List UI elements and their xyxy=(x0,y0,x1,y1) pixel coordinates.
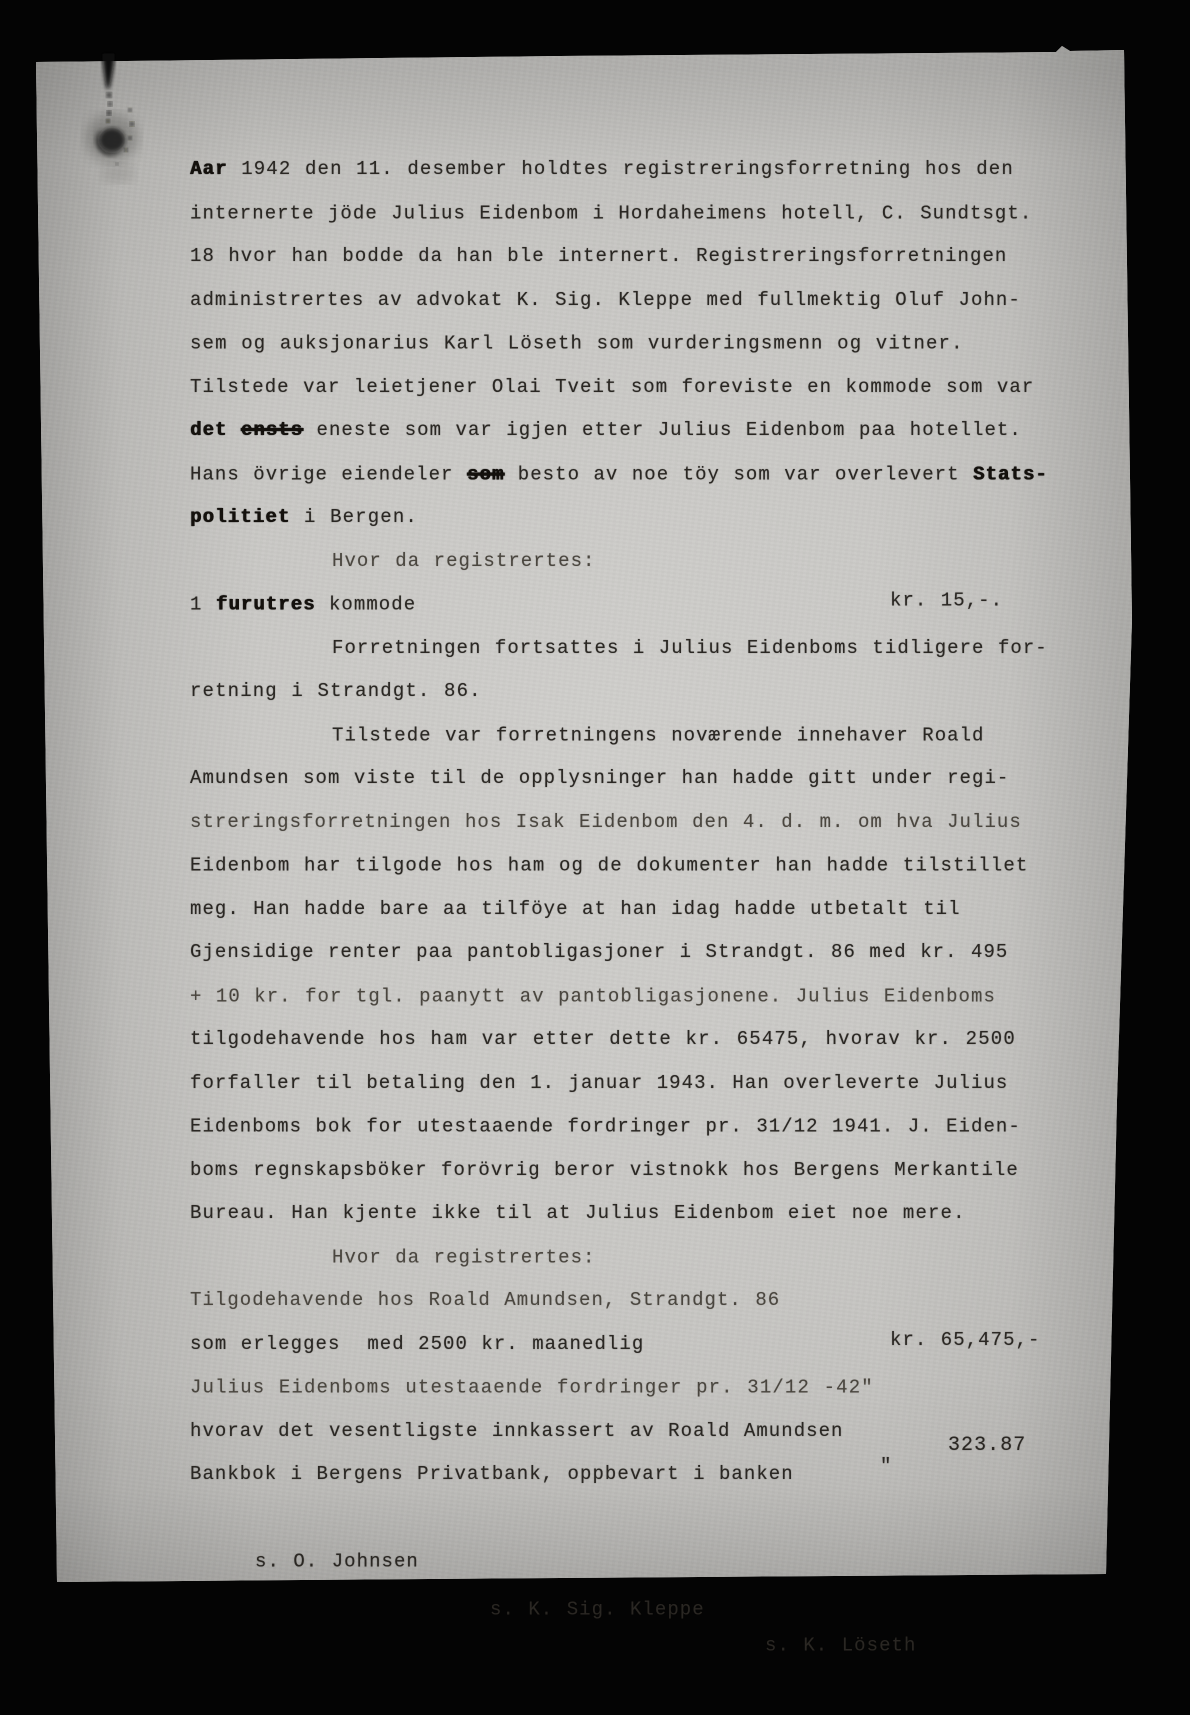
line-text: Tilstede var leietjener Olai Tveit som foreviste en kommode som var xyxy=(190,375,1035,398)
line-text: Gjensidige renter paa pantobligasjoner i Strandgt. 86 med kr. 495 xyxy=(190,941,1009,963)
line-text: + 10 kr. for tgl. paanytt av pantobligasjonene. Julius Eidenboms xyxy=(190,985,996,1008)
text-line xyxy=(190,975,1090,1019)
signature-johnsen: s. O. Johnsen xyxy=(255,1550,419,1573)
line-text: forfaller til betaling den 1. januar 1943. Han overleverte Julius xyxy=(190,1071,1009,1094)
line-text: 18 hvor han bodde da han ble internert. Registreringsforretningen xyxy=(190,245,1008,267)
line-text: Eidenbom har tilgode hos ham og de dokumenter han hadde tilstillet xyxy=(190,854,1029,877)
line-text: Forretningen fortsattes i Julius Eidenboms tidligere for- xyxy=(332,636,1048,659)
signature-kleppe: s. K. Sig. Kleppe xyxy=(490,1598,705,1621)
text-line xyxy=(190,627,1090,671)
text-line xyxy=(190,1018,1090,1062)
text-line xyxy=(190,496,1090,540)
line-text: Tilgodehavende hos Roald Amundsen, Strandgt. 86 xyxy=(190,1289,781,1311)
line-text: Amundsen som viste til de opplysninger han hadde gitt under regi- xyxy=(190,767,1010,789)
text-line xyxy=(190,192,1090,236)
text-line xyxy=(190,540,1090,584)
text-line xyxy=(190,714,1090,758)
line-text: Julius Eidenboms utestaaende fordringer pr. 31/12 -42" xyxy=(190,1376,874,1399)
text-line xyxy=(190,845,1090,889)
text-line xyxy=(190,409,1090,453)
text-line xyxy=(190,1149,1090,1193)
line-text: kommode xyxy=(315,593,417,616)
line-text: hvorav det vesentligste innkassert av Roald Amundsen xyxy=(190,1419,844,1442)
text-line xyxy=(190,1323,1090,1367)
text-line xyxy=(190,1192,1090,1236)
text-line xyxy=(190,931,1090,975)
line-text: Aar xyxy=(190,158,228,180)
text-line xyxy=(190,584,1090,628)
amount-value: kr. 15,-. xyxy=(890,589,1004,612)
struck-word: som xyxy=(466,463,505,486)
line-text: 1942 den 11. desember holdtes registreringsforretning hos den xyxy=(227,158,1014,180)
text-line xyxy=(190,888,1090,932)
line-text: 1 xyxy=(190,593,216,616)
line-text: sem og auksjonarius Karl Löseth som vurderingsmenn og vitner. xyxy=(190,332,964,355)
text-line xyxy=(190,148,1090,192)
line-text: i Bergen. xyxy=(290,506,418,528)
text-line xyxy=(190,1367,1090,1411)
line-text: streringsforretningen hos Isak Eidenbom den 4. d. m. om hva Julius xyxy=(190,810,1022,833)
text-line xyxy=(190,279,1090,323)
line-text: Hans övrige eiendeler xyxy=(190,463,467,486)
text-line xyxy=(190,323,1090,367)
amount-value: kr. 65,475,- xyxy=(890,1328,1041,1351)
line-text: internerte jöde Julius Eidenbom i Hordaheimens hotell, C. Sundtsgt. xyxy=(190,202,1033,225)
text-line xyxy=(190,366,1090,410)
document-text xyxy=(190,148,1090,1657)
line-text: Hvor da registrertes: xyxy=(332,549,596,572)
signature-loseth: s. K. Löseth xyxy=(765,1634,917,1657)
line-text: Stats- xyxy=(973,463,1048,486)
text-line xyxy=(190,235,1090,279)
line-text: eneste som var igjen etter Julius Eidenbom paa hotellet. xyxy=(303,419,1022,441)
ink-stain xyxy=(60,40,210,210)
line-text: det xyxy=(190,419,241,441)
text-line xyxy=(190,1279,1090,1323)
line-text: som erlegges med 2500 kr. maanedlig xyxy=(190,1332,645,1355)
line-text: Hvor da registrertes: xyxy=(332,1246,596,1269)
line-text: politiet xyxy=(190,506,291,528)
line-text: Bureau. Han kjente ikke til at Julius Eidenbom eiet noe mere. xyxy=(190,1202,966,1224)
text-line xyxy=(190,1236,1090,1280)
line-text: Bankbok i Bergens Privatbank, oppbevart i banken xyxy=(190,1463,794,1485)
line-text: Tilstede var forretningens noværende innehaver Roald xyxy=(332,724,985,747)
line-text: meg. Han hadde bare aa tilföye at han idag hadde utbetalt til xyxy=(190,897,961,920)
line-text: administrertes av advokat K. Sig. Kleppe med fullmektig Oluf John- xyxy=(190,288,1021,311)
text-line xyxy=(190,1434,1090,1497)
line-text: Eidenboms bok for utestaaende fordringer pr. 31/12 1941. J. Eiden- xyxy=(190,1115,1021,1138)
text-line xyxy=(190,453,1090,497)
text-line xyxy=(190,757,1090,801)
text-line xyxy=(190,801,1090,845)
text-line xyxy=(190,1106,1090,1150)
text-line xyxy=(190,670,1090,714)
ditto-mark: " xyxy=(880,1455,893,1477)
struck-word: ensts xyxy=(240,419,304,441)
line-text: besto av noe töy som var overlevert xyxy=(504,463,974,486)
line-text: retning i Strandgt. 86. xyxy=(190,680,482,702)
line-text: boms regnskapsböker forövrig beror vistnokk hos Bergens Merkantile xyxy=(190,1158,1019,1181)
line-text: furutres xyxy=(215,593,316,616)
text-line xyxy=(190,1062,1090,1106)
signature-line xyxy=(190,1497,1090,1657)
line-text: tilgodehavende hos ham var etter dette kr. 65475, hvorav kr. 2500 xyxy=(190,1028,1016,1050)
raised-amount: 323.87 xyxy=(948,1434,1027,1457)
